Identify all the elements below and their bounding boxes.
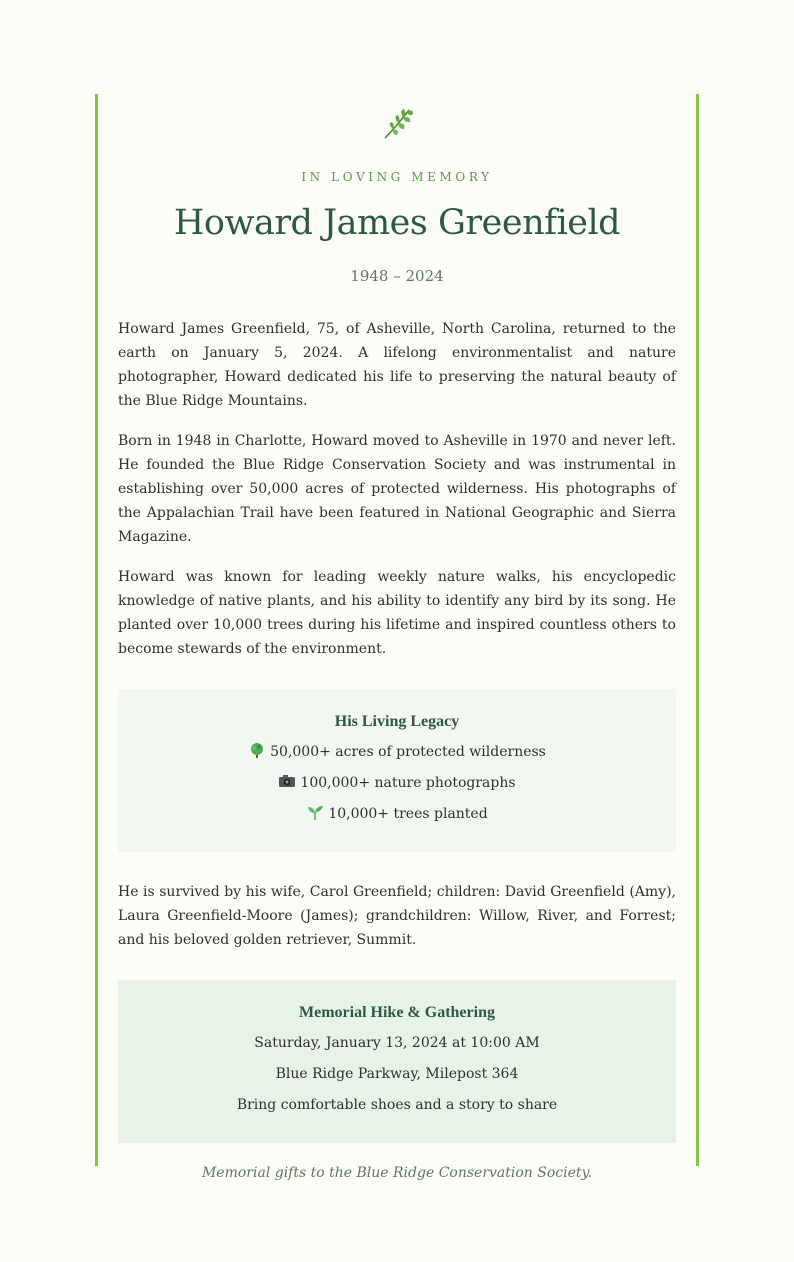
obituary-paragraph: Born in 1948 in Charlotte, Howard moved to Asheville in 1970 and never left. He founded the Blue Ridge Conservation Society and was instrumental in establishing over 50,000 acres of protected wilderness. His photographs of the Appalachian Trail have been featured in National Geographic and Sierra Magazine.: [118, 433, 676, 546]
memorial-location: Blue Ridge Parkway, Milepost 364: [275, 1066, 519, 1083]
memorial-hike-box: [118, 980, 676, 1143]
obituary-paragraph: Howard was known for leading weekly nature walks, his encyclopedic knowledge of native plants, and his ability to identify any bird by its song. He planted over 10,000 trees during his lifetime and inspired countless others to become stewards of the environment.: [118, 569, 676, 658]
camera-icon: [278, 773, 296, 789]
life-dates: 1948 – 2024: [350, 267, 444, 286]
leaf-header: [118, 104, 676, 144]
obituary-card: [95, 94, 699, 1182]
seedling-icon: [306, 804, 324, 820]
memorial-datetime: Saturday, January 13, 2024 at 10:00 AM: [254, 1035, 540, 1052]
survivors-paragraph: He is survived by his wife, Carol Greenfield; children: David Greenfield (Amy), Laura Greenfield-Moore (James); grandchildren: Willow, River, and Forrest; and his beloved golden retriever, Summit.: [118, 884, 676, 949]
legacy-item: 50,000+ acres of protected wilderness: [138, 742, 656, 762]
memorial-gifts-note: Memorial gifts to the Blue Ridge Conservation Society.: [201, 1165, 593, 1182]
in-loving-memory-label: IN LOVING MEMORY: [301, 170, 493, 184]
herb-leaf-icon: [377, 104, 417, 144]
deceased-name: Howard James Greenfield: [173, 203, 621, 243]
living-legacy-box: [118, 689, 676, 852]
obituary-paragraph: Howard James Greenfield, 75, of Asheville, North Carolina, returned to the earth on January 5, 2024. A lifelong environmentalist and nature photographer, Howard dedicated his life to preserving the natural beauty of the Blue Ridge Mountains.: [118, 321, 676, 410]
tree-icon: [248, 742, 266, 758]
memorial-title: Memorial Hike & Gathering: [299, 1004, 495, 1022]
memorial-note: Bring comfortable shoes and a story to share: [236, 1097, 558, 1114]
legacy-title: His Living Legacy: [334, 713, 460, 731]
legacy-item: 10,000+ trees planted: [138, 804, 656, 824]
legacy-item: 100,000+ nature photographs: [138, 773, 656, 793]
